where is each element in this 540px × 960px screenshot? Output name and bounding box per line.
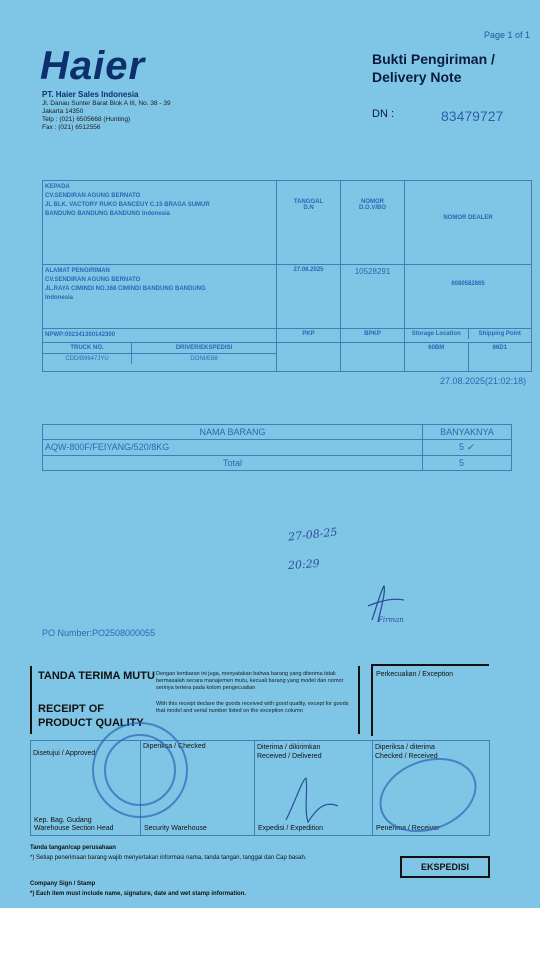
sig-received-bottom: Penerima / Receiver bbox=[376, 825, 440, 832]
empty-cell bbox=[341, 343, 405, 372]
npwp: NPWP:002341300142300 bbox=[43, 329, 277, 343]
storage-location-value: 60BM bbox=[405, 343, 468, 371]
po-number: PO Number:PO2508000055 bbox=[42, 628, 156, 638]
location-value-subtable bbox=[405, 343, 531, 371]
items-table bbox=[42, 424, 512, 471]
tanggal-sub: D.N bbox=[303, 205, 314, 211]
exception-label: Perkecualian / Exception bbox=[376, 671, 454, 678]
company-sign-note: *) Each item must include name, signature, date and wet stamp information. bbox=[30, 891, 247, 897]
location-subtable bbox=[405, 329, 531, 339]
shipping-point-label: Shipping Point bbox=[478, 331, 521, 337]
nomor-header bbox=[341, 181, 405, 265]
total-qty: 5 bbox=[423, 456, 512, 471]
driver-value: DONI/E88 bbox=[190, 356, 218, 362]
item-qty: 5 bbox=[459, 442, 465, 452]
title-line-1: Bukti Pengiriman / bbox=[372, 51, 495, 67]
bpkp-label: BPKP bbox=[341, 329, 405, 343]
nomor-value: 10528291 bbox=[341, 265, 405, 329]
check-mark: ✓ bbox=[466, 443, 475, 453]
fax-line: Fax : (021) 6512556 bbox=[42, 124, 101, 131]
dealer-label: NOMOR DEALER bbox=[443, 215, 493, 221]
sig-delivered-top: Diterima / dikirimkan Received / Delivered bbox=[257, 744, 322, 760]
dealer-header bbox=[405, 181, 532, 265]
driver-label: DRIVER/EKSPEDISI bbox=[132, 343, 276, 354]
page-number: Page 1 of 1 bbox=[484, 30, 531, 40]
expedition-signature bbox=[276, 770, 346, 830]
recipient-address-2: BANDUNG BANDUNG BANDUNG Indonesia bbox=[45, 211, 171, 217]
tanggal-label: TANGGAL bbox=[293, 199, 324, 205]
tanda-tangan-label: Tanda tangan/cap perusahaan bbox=[30, 845, 116, 851]
sig-approved-bottom: Kep. Bag. Gudang Warehouse Section Head bbox=[34, 817, 114, 832]
kepada-cell bbox=[43, 181, 277, 265]
truck-no-label: TRUCK NO. bbox=[43, 343, 132, 354]
nomor-sub: D.O.V/BO bbox=[358, 205, 386, 211]
kepada-label: KEPADA bbox=[45, 184, 70, 190]
company-sign-label: Company Sign / Stamp bbox=[30, 881, 96, 887]
alamat-cell bbox=[43, 265, 277, 329]
dealer-value: 6080582865 bbox=[405, 265, 532, 329]
handwritten-time: 20:29 bbox=[287, 556, 321, 573]
sig-checked-top: Diperiksa / Checked bbox=[143, 743, 206, 750]
phone-line: Telp : (021) 6505668 (Hunting) bbox=[42, 116, 131, 123]
company-address bbox=[42, 100, 171, 132]
company-name: PT. Haier Sales Indonesia bbox=[42, 90, 139, 99]
tanggal-header bbox=[277, 181, 341, 265]
document-title bbox=[372, 50, 495, 86]
recipient-name: CV.SENDIRAN AGUNG BERNATO bbox=[45, 193, 141, 199]
address-line: Jl. Danau Sunter Barat Blok A III, No. 38 - 39 bbox=[42, 100, 171, 107]
signature-name: Firman bbox=[378, 616, 404, 624]
recipient-grid bbox=[42, 180, 532, 372]
tanda-terima-title: TANDA TERIMA MUTU bbox=[38, 670, 155, 682]
location-value-cell bbox=[405, 343, 532, 372]
item-name-header: NAMA BARANG bbox=[43, 425, 423, 440]
sig-approved-top: Disetujui / Approved bbox=[33, 750, 96, 757]
title-line-2: Delivery Note bbox=[372, 69, 462, 85]
alamat-label: ALAMAT PENGIRIMAN bbox=[45, 268, 110, 274]
storage-location-label: Storage Location bbox=[405, 329, 468, 339]
location-header-cell bbox=[405, 329, 532, 343]
item-name: AQW-800F/FEIYANG/520/8KG bbox=[43, 440, 423, 456]
sig-checked-bottom: Security Warehouse bbox=[144, 825, 207, 832]
warehouse-stamp-inner bbox=[104, 734, 176, 806]
item-qty-header: BANYAKNYA bbox=[423, 425, 512, 440]
shipping-point-value: 66D1 bbox=[492, 345, 507, 351]
total-label: Total bbox=[43, 456, 423, 471]
haier-logo: Haier bbox=[40, 44, 146, 88]
truck-no-value: CDD/B9647JYU bbox=[43, 354, 132, 365]
receipt-quality-title: RECEIPT OF PRODUCT QUALITY bbox=[38, 703, 144, 729]
ekspedisi-label: EKSPEDISI bbox=[400, 856, 490, 878]
sig-received-top: Diperiksa / diterima Checked / Received bbox=[375, 744, 438, 760]
tanda-tangan-note: *) Setiap penerimaan barang wajib menyertakan informasi nama, tanda tangan, tanggal dan Cap basah. bbox=[30, 855, 307, 861]
empty-cell bbox=[277, 343, 341, 372]
item-qty-cell bbox=[423, 440, 512, 456]
nomor-label: NOMOR bbox=[361, 199, 384, 205]
ship-address-1: JL.RAYA CIMINDI NO.168 CIMINDI BANDUNG BANDUNG bbox=[45, 286, 206, 292]
table-row bbox=[43, 440, 512, 456]
sig-delivered-bottom: Expedisi / Expedition bbox=[258, 825, 323, 832]
ship-address-2: Indonesia bbox=[45, 295, 74, 301]
tanggal-value: 27.08.2025 bbox=[277, 265, 341, 329]
tanda-terima-text: Dengan lembaran ini juga, menyatakan bahwa barang yang diterima tidak bermasalah secara manajemen mutu, kecuali barang yang model dan nomor serinya tertera pada kolom pengecualian bbox=[156, 671, 344, 691]
address-line: Jakarta 14350 bbox=[42, 108, 84, 115]
truck-cell bbox=[43, 343, 277, 372]
receipt-quality-text: With this receipt declare the goods received with good quality, except for goods that model and serial number listed on the exception column bbox=[156, 701, 349, 714]
handwritten-date: 27-08-25 bbox=[287, 525, 338, 544]
dn-label: DN : bbox=[372, 108, 394, 120]
pkp-label: PKP bbox=[277, 329, 341, 343]
print-timestamp: 27.08.2025(21:02:18) bbox=[440, 376, 527, 386]
dn-number: 83479727 bbox=[441, 108, 504, 124]
truck-subtable bbox=[43, 343, 276, 364]
ship-name: CV.SENDIRAN AGUNG BERNATO bbox=[45, 277, 141, 283]
recipient-address-1: JL BLK. VACTORY RUKO BANCEUY C.15 BRAGA SUMUR bbox=[45, 202, 210, 208]
